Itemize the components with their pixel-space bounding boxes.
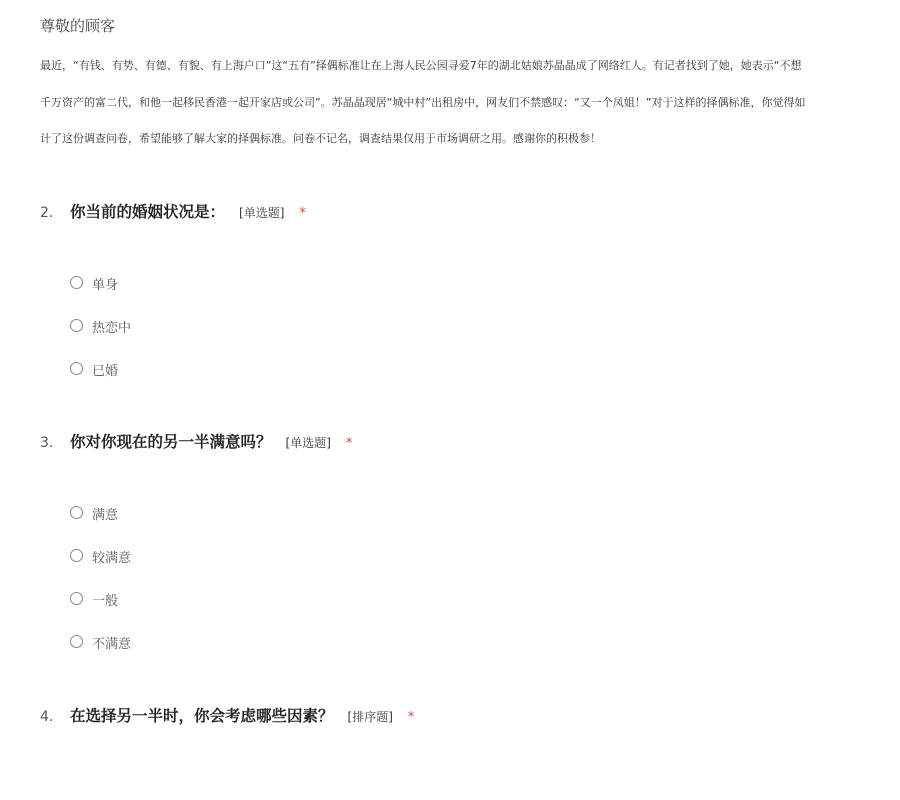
question-type-tag: [单选题] [285, 436, 331, 450]
option-single[interactable] [70, 271, 131, 293]
radio-button[interactable] [70, 592, 83, 605]
greeting-heading: 尊敬的顾客 [40, 17, 116, 35]
intro-paragraph [40, 54, 900, 164]
question-type-tag: [单选题] [239, 206, 285, 220]
option-in-love[interactable] [70, 314, 131, 336]
option-average[interactable] [70, 587, 131, 609]
option-label: 较满意 [92, 550, 132, 566]
option-married[interactable] [70, 357, 131, 379]
option-label: 热恋中 [92, 320, 132, 336]
question-partner-satisfaction [40, 430, 352, 454]
question-header [40, 704, 414, 728]
required-marker: * [407, 710, 415, 725]
question-header [40, 200, 306, 224]
question-partner-factors [40, 704, 414, 728]
question-title: 在选择另一半时，你会考虑哪些因素？ [70, 707, 334, 725]
radio-button[interactable] [70, 276, 83, 289]
option-label: 满意 [92, 507, 119, 523]
radio-button[interactable] [70, 635, 83, 648]
option-label: 单身 [92, 277, 119, 293]
required-marker: * [299, 206, 306, 221]
intro-line: 最近，“有钱、有势、有德、有貌、有上海户口”这“五有”择偶标准让在上海人民公园寻爱7年的湖北姑娘苏晶晶成了网络红人。有记者找到了她，她表示“不想 [40, 59, 802, 72]
question-number: 2. [40, 205, 54, 221]
question-title: 你当前的婚姻状况是： [70, 203, 226, 221]
option-label: 已婚 [92, 363, 119, 379]
question-header [40, 430, 352, 454]
question-number: 3. [40, 435, 54, 451]
options-partner-satisfaction [70, 501, 131, 673]
radio-button[interactable] [70, 506, 83, 519]
option-unsatisfied[interactable] [70, 630, 131, 652]
option-label: 一般 [92, 593, 119, 609]
question-type-tag: [排序题] [347, 710, 393, 724]
radio-button[interactable] [70, 549, 83, 562]
question-title: 你对你现在的另一半满意吗？ [70, 433, 272, 451]
required-marker: * [345, 436, 353, 451]
option-satisfied[interactable] [70, 501, 131, 523]
question-marital-status [40, 200, 306, 224]
options-marital-status [70, 271, 131, 400]
option-fairly-satisfied[interactable] [70, 544, 131, 566]
question-number: 4. [40, 709, 54, 725]
option-label: 不满意 [92, 636, 132, 652]
intro-line: 千万资产的富二代，和他一起移民香港一起开家店或公司”。苏晶晶现居“城中村”出租房中，网友们不禁感叹：“又一个凤姐！”对于这样的择偶标准，你觉得如 [40, 95, 806, 109]
radio-button[interactable] [70, 319, 83, 332]
radio-button[interactable] [70, 362, 83, 375]
intro-line: 计了这份调查问卷，希望能够了解大家的择偶标准。问卷不记名，调查结果仅用于市场调研之用。感谢你的积极参！ [40, 132, 601, 145]
